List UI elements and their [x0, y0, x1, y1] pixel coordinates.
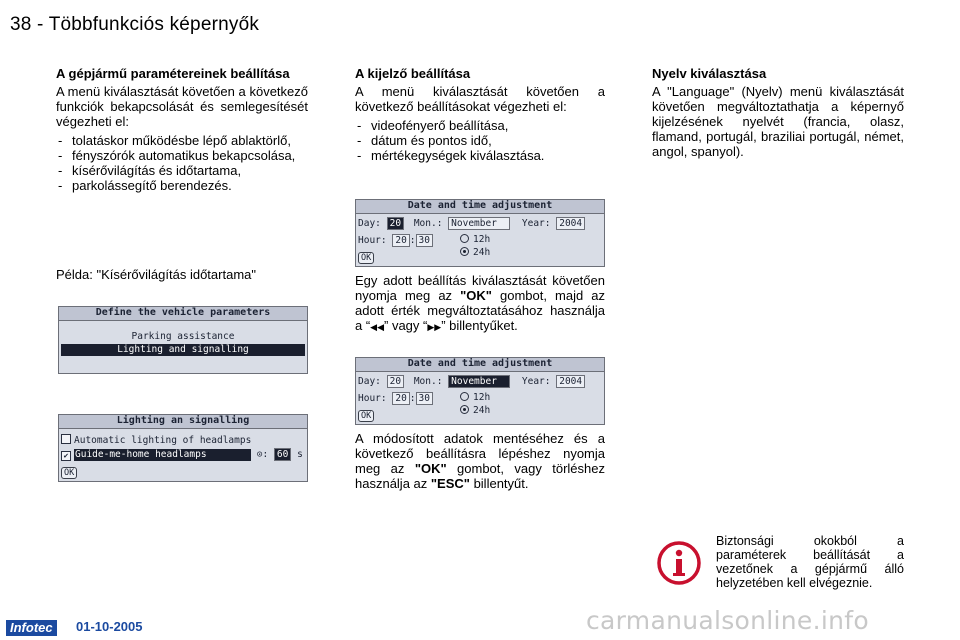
screen-title: Lighting an signalling [59, 415, 307, 429]
section-heading: Nyelv kiválasztása [652, 66, 767, 81]
section-text: A "Language" (Nyelv) menü kiválasztását követően megváltoztathatja a képernyő kijelzésének nyelvét (francia, olasz, flamand, portugál, braziliai portugál, német, angol, spanyol). [652, 84, 904, 159]
option-guide-me-home: ✔ Guide-me-home headlamps ⊙: 60 s [61, 448, 303, 461]
radio-icon [460, 234, 469, 243]
rewind-icon: ◀◀ [370, 322, 385, 332]
page-header: 38 - Többfunkciós képernyők [10, 14, 260, 35]
month-field: November [448, 375, 510, 388]
list-item: - videofényerő beállítása, [355, 118, 605, 133]
radio-icon [460, 392, 469, 401]
section-heading: A kijelző beállítása [355, 66, 471, 81]
option-auto-lighting: Automatic lighting of headlamps [61, 434, 251, 447]
screen-date-time-1: Date and time adjustment Day: 20 Mon.: November Year: 2004 Hour: 20 : 30 12h 24h OK [355, 199, 605, 267]
setting-list [355, 118, 605, 163]
info-icon [656, 540, 702, 591]
screen-vehicle-params [58, 306, 308, 374]
duration-label: ⊙: [256, 449, 269, 460]
safety-note: Biztonsági okokból a paraméterek beállítását a vezetőnek a gépjármű álló helyzetében kell elvégeznie. [716, 534, 904, 590]
section-heading: A gépjármű paramétereinek beállítása [56, 66, 290, 81]
month-field: November [448, 217, 510, 230]
list-item: - fényszórók automatikus bekapcsolása, [56, 148, 308, 163]
screen-title: Date and time adjustment [356, 200, 604, 214]
ok-icon: OK [61, 467, 77, 479]
year-field: 2004 [556, 375, 585, 388]
duration-unit: s [297, 449, 303, 460]
year-field: 2004 [556, 217, 585, 230]
screen-title: Date and time adjustment [356, 358, 604, 372]
screen-lighting [58, 414, 308, 482]
ok-icon: OK [358, 410, 374, 422]
minute-field: 30 [416, 234, 433, 247]
section-intro: A menü kiválasztását követően a következő beállításokat végezheti el: [355, 84, 605, 114]
watermark: carmanualsonline.info [586, 606, 869, 635]
list-item: - mértékegységek kiválasztása. [355, 148, 605, 163]
hour-field: 20 [392, 234, 409, 247]
list-item: - kísérővilágítás és időtartama, [56, 163, 308, 178]
ok-icon: OK [358, 252, 374, 264]
list-item: - parkolássegítő berendezés. [56, 178, 308, 193]
forward-icon: ▶▶ [427, 322, 442, 332]
footer-date: 01-10-2005 [76, 619, 143, 634]
menu-item-parking: Parking assistance [131, 331, 235, 342]
day-field: 20 [387, 217, 404, 230]
radio-selected-icon [460, 247, 469, 256]
radio-selected-icon [460, 405, 469, 414]
checkbox-icon [61, 434, 71, 444]
checkbox-checked-icon: ✔ [61, 451, 71, 461]
screen-date-time-2: Date and time adjustment Day: 20 Mon.: November Year: 2004 Hour: 20 : 30 12h 24h OK [355, 357, 605, 425]
infotec-logo: Infotec [6, 620, 57, 636]
day-field: 20 [387, 375, 404, 388]
screen-title: Define the vehicle parameters [59, 307, 307, 321]
list-item: - dátum és pontos idő, [355, 133, 605, 148]
hour-field: 20 [392, 392, 409, 405]
section-intro: A menü kiválasztását követően a következő funkciók bekapcsolását és semlegesítését végezheti el: [56, 84, 308, 129]
instruction-select: Egy adott beállítás kiválasztását követően nyomja meg az "OK" gombot, majd az adott érték megváltoztatásához használja a “◀◀” vagy “▶▶” billentyűket. [355, 273, 605, 333]
section-language [652, 66, 904, 159]
minute-field: 30 [416, 392, 433, 405]
instruction-save: A módosított adatok mentéséhez és a következő beállításra lépéshez nyomja meg az "OK" gombot, vagy törléshez használja az "ESC" billentyűt. [355, 431, 605, 491]
example-caption: Példa: "Kísérővilágítás időtartama" [56, 267, 256, 282]
page-title: Többfunkciós képernyők [48, 14, 260, 35]
section-display-settings [355, 66, 605, 163]
list-item: - tolatáskor működésbe lépő ablaktörlő, [56, 133, 308, 148]
function-list [56, 133, 308, 193]
duration-value: 60 [274, 448, 291, 461]
page-number: 38 [10, 14, 32, 35]
section-vehicle-params [56, 66, 308, 193]
menu-item-lighting-selected: Lighting and signalling [61, 344, 305, 356]
